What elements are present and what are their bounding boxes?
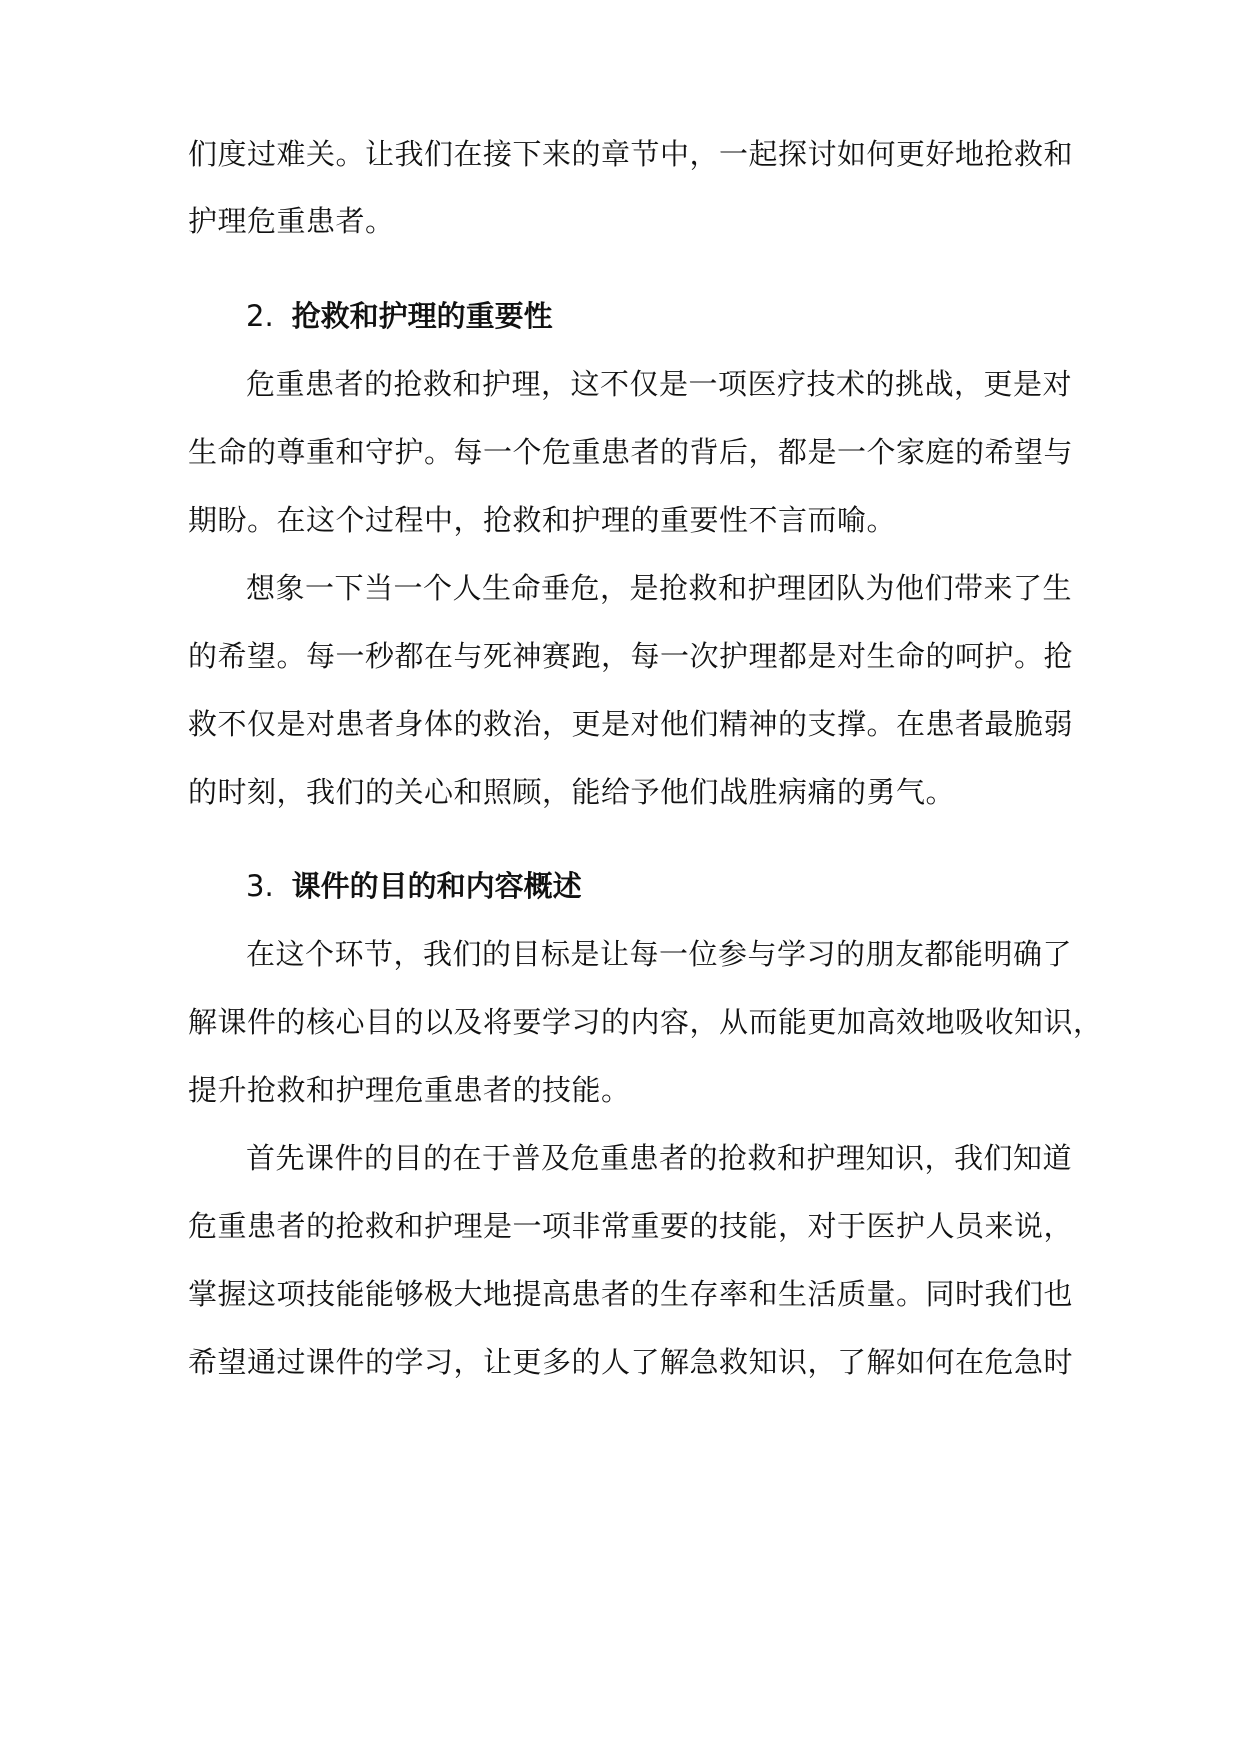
section-2-p2-line-3: 救不仅是对患者身体的救治，更是对他们精神的支撑。在患者最脆弱 xyxy=(188,707,1074,741)
section-2-title: 抢救和护理的重要性 xyxy=(291,299,553,333)
section-3-p1-line-3: 提升抢救和护理危重患者的技能。 xyxy=(188,1073,631,1107)
section-2-p2-line-4: 的时刻，我们的关心和照顾，能给予他们战胜病痛的勇气。 xyxy=(188,775,956,809)
intro-line-1: 们度过难关。让我们在接下来的章节中，一起探讨如何更好地抢救和 xyxy=(188,137,1074,171)
section-2-heading xyxy=(246,296,553,336)
section-3-p1-line-2: 解课件的核心目的以及将要学习的内容，从而能更加高效地吸收知识， xyxy=(188,1005,1103,1039)
section-3-p2-line-4: 希望通过课件的学习，让更多的人了解急救知识，了解如何在危急时 xyxy=(188,1345,1074,1379)
section-3-title: 课件的目的和内容概述 xyxy=(291,869,582,903)
section-2-p2-line-2: 的希望。每一秒都在与死神赛跑，每一次护理都是对生命的呵护。抢 xyxy=(188,639,1074,673)
section-2-p1-line-1: 危重患者的抢救和护理，这不仅是一项医疗技术的挑战，更是对 xyxy=(246,367,1073,401)
section-3-p2-line-2: 危重患者的抢救和护理是一项非常重要的技能，对于医护人员来说， xyxy=(188,1209,1074,1243)
section-3-number: 3. xyxy=(246,869,274,903)
section-3-p2-line-1: 首先课件的目的在于普及危重患者的抢救和护理知识，我们知道 xyxy=(246,1141,1073,1175)
intro-line-2: 护理危重患者。 xyxy=(188,204,395,238)
section-3-heading xyxy=(246,866,582,906)
section-2-p1-line-3: 期盼。在这个过程中，抢救和护理的重要性不言而喻。 xyxy=(188,503,897,537)
section-3-p1-line-1: 在这个环节，我们的目标是让每一位参与学习的朋友都能明确了 xyxy=(246,937,1073,971)
section-3-p2-line-3: 掌握这项技能能够极大地提高患者的生存率和生活质量。同时我们也 xyxy=(188,1277,1074,1311)
section-2-p1-line-2: 生命的尊重和守护。每一个危重患者的背后，都是一个家庭的希望与 xyxy=(188,435,1074,469)
section-2-p2-line-1: 想象一下当一个人生命垂危，是抢救和护理团队为他们带来了生 xyxy=(246,571,1073,605)
section-2-number: 2. xyxy=(246,299,274,333)
